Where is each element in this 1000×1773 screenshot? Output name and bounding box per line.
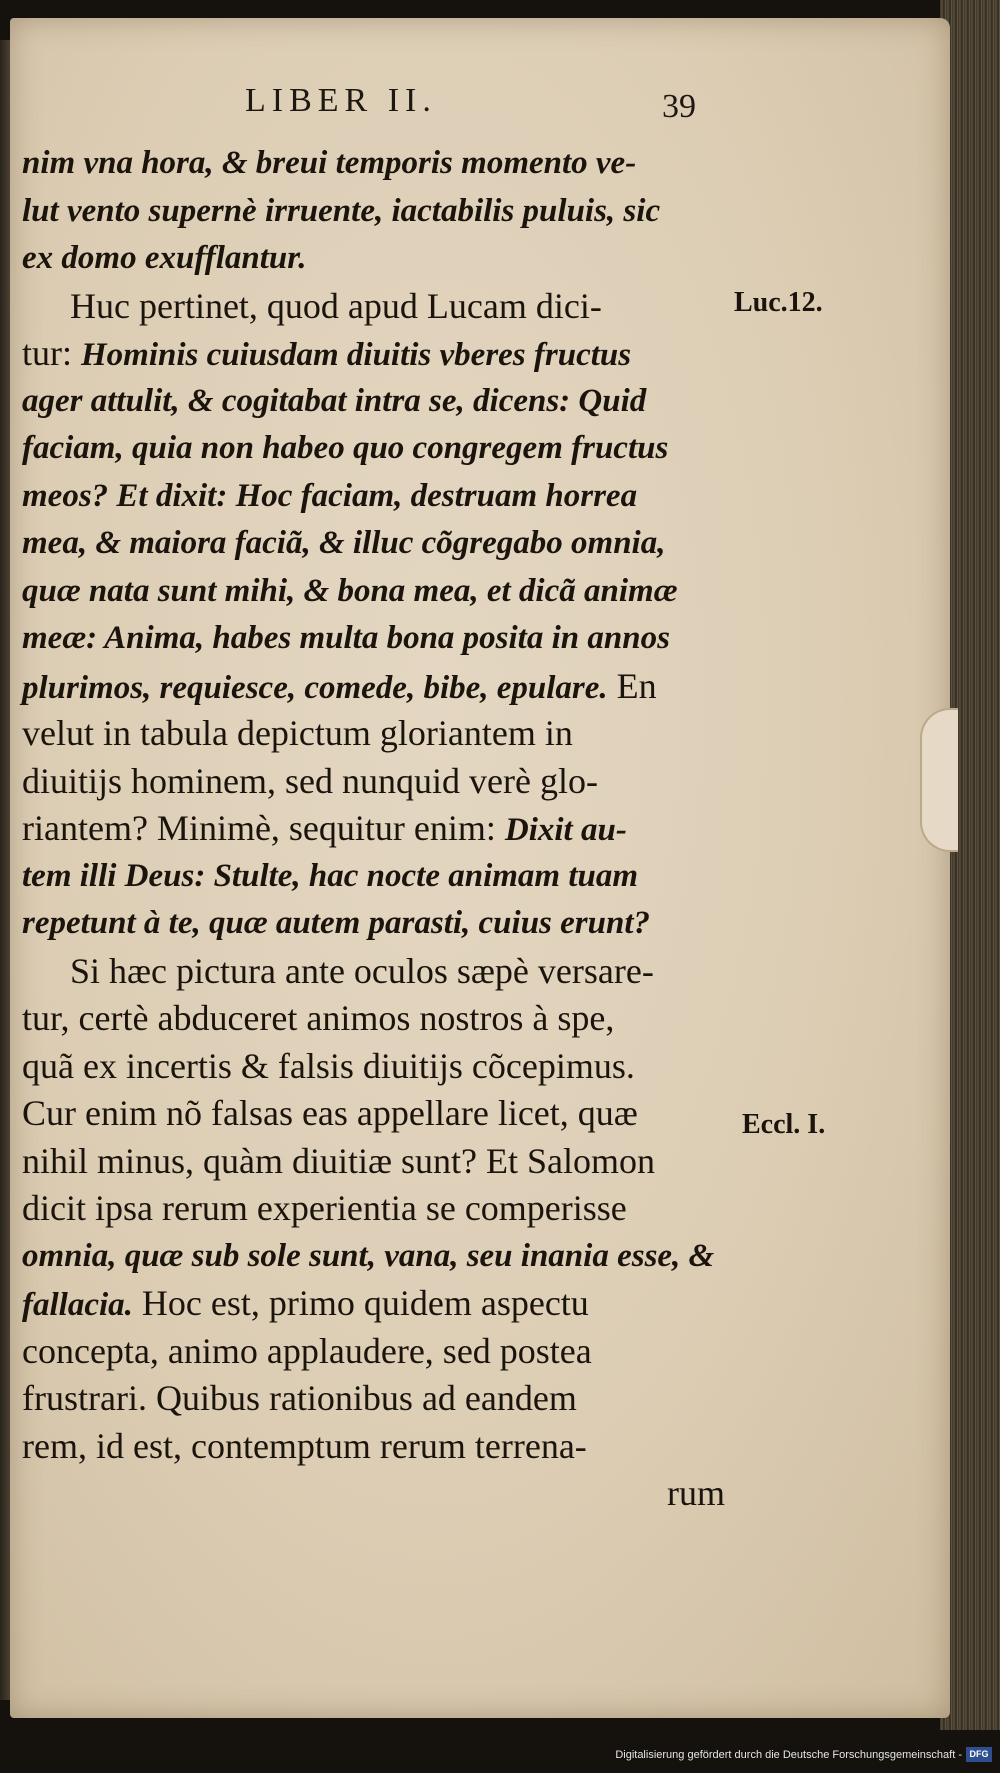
text-line: rem, id est, contemptum rerum terrena- <box>22 1425 587 1466</box>
page-clip <box>920 708 958 852</box>
text-line <box>22 330 727 378</box>
catchword: rum <box>667 1473 725 1513</box>
text-span-italic: fallacia. <box>22 1287 133 1323</box>
text-line: dicit ipsa rerum experientia se comperisse <box>22 1188 627 1228</box>
text-line: diuitijs hominem, sed nunquid verè glo- <box>22 760 598 801</box>
body-text <box>22 140 727 1518</box>
text-span-italic: Dixit au- <box>504 812 627 848</box>
text-line: quæ nata sunt mihi, & bona mea, et dicã animæ <box>22 572 678 609</box>
text-span: tur: <box>22 333 81 373</box>
text-span: riantem? Minimè, sequitur enim: <box>22 808 505 848</box>
text-line: repetunt à te, quæ autem parasti, cuius erunt? <box>22 905 651 941</box>
text-line <box>22 1280 727 1328</box>
text-line: faciam, quia non habeo quo congregem fructus <box>22 430 669 466</box>
text-line: meæ: Anima, habes multa bona posita in annos <box>22 620 670 656</box>
marginal-note-eccl: Eccl. I. <box>742 1109 826 1140</box>
text-line <box>22 663 727 711</box>
text-line: Si hæc pictura ante oculos sæpè versare- <box>70 950 654 991</box>
text-line <box>22 805 727 853</box>
digitization-credit: Digitalisierung gefördert durch die Deutsche Forschungsgemeinschaft - <box>615 1749 962 1761</box>
text-line: tem illi Deus: Stulte, hac nocte animam tuam <box>22 857 639 894</box>
text-span-italic: plurimos, requiesce, comede, bibe, epulare. <box>22 669 608 706</box>
text-line: meos? Et dixit: Hoc faciam, destruam horrea <box>22 477 638 514</box>
text-line: mea, & maiora faciã, & illuc cõgregabo omnia, <box>22 525 666 561</box>
running-head: LIBER II. <box>245 82 437 119</box>
text-span: Hoc est, primo quidem aspectu <box>132 1283 589 1323</box>
binding-gutter <box>0 40 10 1700</box>
dfg-logo-icon: DFG <box>966 1747 992 1762</box>
text-line: nim vna hora, & breui temporis momento ve- <box>22 145 637 181</box>
text-line: frustrari. Quibus rationibus ad eandem <box>22 1378 577 1418</box>
marginal-note-luc: Luc.12. <box>734 287 823 318</box>
text-line: concepta, animo applaudere, sed postea <box>22 1330 592 1371</box>
text-span-italic: Hominis cuiusdam diuitis vberes fructus <box>81 337 632 373</box>
text-line: ager attulit, & cogitabat intra se, dicens: Quid <box>22 382 647 419</box>
text-line: lut vento supernè irruente, iactabilis puluis, sic <box>22 192 661 229</box>
text-line: quã ex incertis & falsis diuitijs cõcepimus. <box>22 1045 635 1086</box>
text-line: omnia, quæ sub sole sunt, vana, seu inania esse, & <box>22 1237 715 1274</box>
page-number: 39 <box>662 88 696 125</box>
text-span: En <box>607 665 657 706</box>
text-line: velut in tabula depictum gloriantem in <box>22 713 573 753</box>
text-line: nihil minus, quàm diuitiæ sunt? Et Salomon <box>22 1140 656 1181</box>
text-line: tur, certè abduceret animos nostros à spe, <box>22 998 615 1038</box>
footer-bar <box>0 1743 1000 1773</box>
text-line: Huc pertinet, quod apud Lucam dici- <box>70 285 602 326</box>
text-line: ex domo exufflantur. <box>22 240 307 276</box>
text-line: Cur enim nõ falsas eas appellare licet, quæ <box>22 1093 638 1133</box>
